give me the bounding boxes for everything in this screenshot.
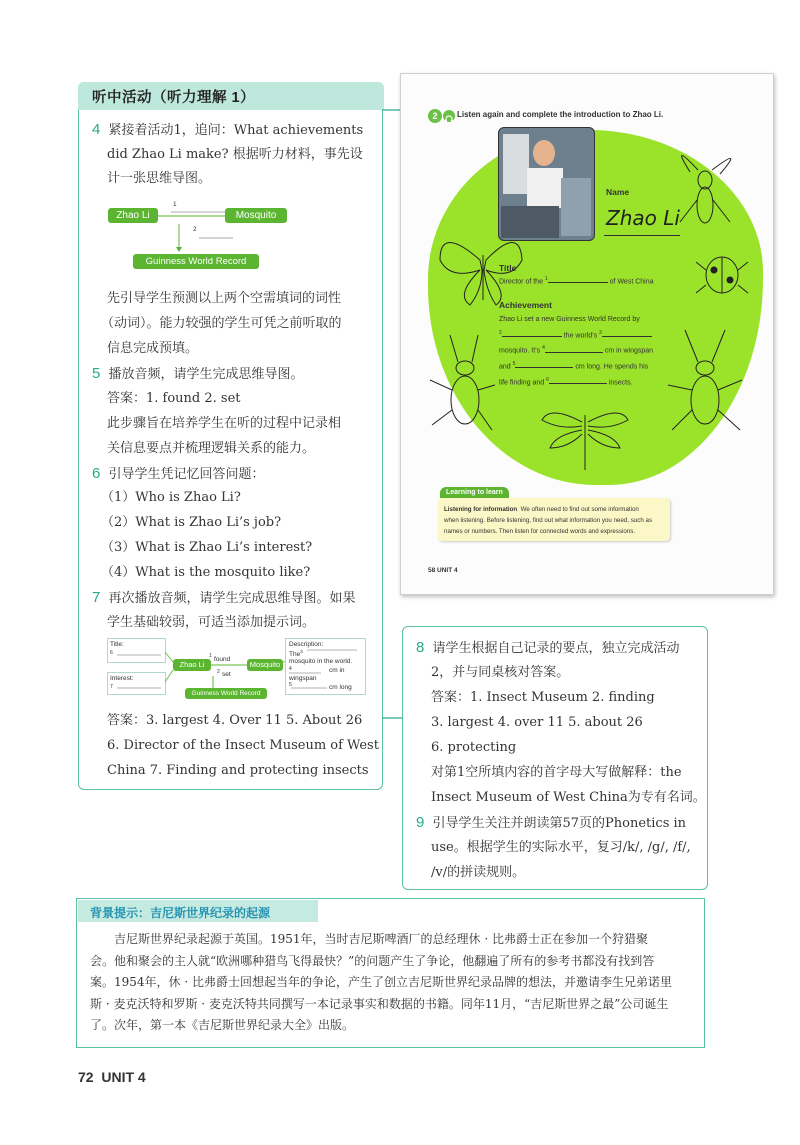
step-number: 6 (92, 465, 101, 482)
dragonfly-icon (542, 413, 628, 470)
step-text: 紧接着活动1，追问：What achievements (108, 123, 364, 138)
tip-text: We often need to find out some information (520, 506, 639, 513)
blank-number: 3 (300, 649, 303, 654)
blank-number: 4 (542, 345, 545, 352)
text: the world’s (563, 331, 598, 339)
panel-title: 听中活动（听力理解 1） (92, 90, 256, 106)
name-value: Zhao Li (606, 206, 680, 230)
achievement-text (499, 313, 653, 390)
description-line (289, 649, 303, 658)
text: insects. (608, 379, 633, 387)
answer-text: 答案：3. largest 4. Over 11 5. About 26 (107, 713, 363, 728)
title-line (499, 276, 654, 285)
note-text: Insect Museum of West China为专有名词。 (431, 790, 706, 805)
bg-line: 斯 · 麦克沃特和罗斯 · 麦克沃特共同撰写一本记录事实和数据的书籍。同年11月，“吉尼斯世界之最”公司诞生 (90, 996, 669, 1011)
butterfly-icon (440, 243, 522, 306)
tip-text: when listening. Before listening, find out what information you need, such as (444, 517, 653, 524)
answer-text: 答案：1. found 2. set (107, 391, 241, 406)
blank-number: 1 (173, 201, 177, 208)
blank-number: 2 (499, 329, 502, 336)
headphones-glyph (443, 113, 455, 125)
text: Director of the (499, 278, 543, 286)
text: cm in wingspan (604, 347, 654, 355)
desc-line: mosquito in the world. (289, 658, 353, 665)
achievement-label: Achievement (499, 300, 552, 310)
mind-map-node-zhao-li: Zhao Li (173, 659, 211, 671)
learning-to-learn-tab: Learning to learn (440, 487, 509, 498)
question-4: （4）What is the mosquito like? (101, 565, 311, 580)
bg-line: 会。他和聚会的主人就“欧洲哪种猎鸟飞得最快？”的问题产生了争论，他翻遍了所有的参考书都没有找到答 (90, 953, 655, 968)
desc-line: cm in (329, 667, 345, 674)
blank-number: 5 (512, 361, 516, 368)
blank-number: 6 (546, 376, 549, 383)
step-6 (92, 462, 265, 488)
step-number: 5 (92, 365, 101, 382)
step-text: 计一张思维导图。 (107, 171, 212, 186)
note-text: 对第1空所填内容的首字母大写做解释：the (431, 765, 682, 780)
mind-map-blank (107, 198, 297, 276)
book-page-footer: 58 UNIT 4 (428, 567, 458, 574)
text: Zhao Li set a new Guinness World Record by (499, 316, 640, 323)
question-2: （2）What is Zhao Li’s job? (101, 515, 282, 530)
step-number: 9 (416, 814, 425, 831)
blank (549, 383, 607, 384)
text: life finding and (499, 379, 545, 387)
step-4 (92, 118, 363, 144)
unit-label: UNIT 4 (101, 1069, 146, 1085)
text: cm long. He spends his (575, 363, 649, 371)
mind-map-node-guinness: Guinness World Record (185, 688, 267, 699)
line (499, 342, 653, 358)
line (499, 327, 653, 343)
blank-number: 2 (193, 226, 197, 233)
blank (515, 367, 573, 368)
activity-number: 2 (428, 109, 442, 123)
desc-line: wingspan (289, 675, 317, 682)
note-text: 此步骤旨在培养学生在听的过程中记录相 (107, 416, 342, 431)
step-number: 4 (92, 121, 101, 138)
beetle-right-icon (668, 330, 742, 430)
mind-map-node-zhao-li: Zhao Li (108, 208, 158, 223)
hint-description: Description: (289, 641, 324, 648)
line (499, 374, 653, 390)
step-text: did Zhao Li make? 根据听力材料，事先设 (107, 147, 363, 162)
blank-number: 4 (289, 666, 292, 672)
answer-text: 答案：1. Insect Museum 2. finding (431, 690, 655, 705)
step-text: 引导学生凭记忆回答问题： (108, 467, 265, 482)
blank-number: 3 (599, 329, 602, 336)
blank (548, 282, 608, 283)
step-5 (92, 362, 304, 388)
step-text: 引导学生关注并朗读第57页的Phonetics in (432, 816, 687, 831)
title-label: Title (499, 263, 517, 273)
note-text: 关信息要点并梳理逻辑关系的能力。 (107, 441, 316, 456)
learning-to-learn-text (444, 504, 669, 537)
step-8 (416, 636, 680, 662)
text: mosquito. It’s (499, 347, 541, 355)
name-label: Name (606, 187, 630, 197)
mind-map-node-mosquito: Mosquito (247, 659, 283, 671)
blank (602, 336, 652, 337)
blank (545, 352, 603, 353)
tip-title: Listening for information (444, 506, 518, 513)
answer-text: China 7. Finding and protecting insects (107, 763, 369, 778)
step-9 (416, 811, 686, 837)
step-number: 8 (416, 639, 425, 656)
question-1: （1）Who is Zhao Li? (101, 490, 241, 505)
blank (502, 336, 562, 337)
page-number: 72 (78, 1069, 94, 1085)
step-text: 2，并与同桌核对答案。 (431, 665, 570, 680)
insect-illustrations (400, 130, 772, 490)
bg-line: 案。1954年，休 · 比弗爵士回想起当年的争论，产生了创立吉尼斯世界纪录品牌的想法，并邀请李生兄弟诺里 (90, 975, 672, 989)
step-7 (92, 586, 356, 612)
blank-number: 1 (209, 653, 212, 659)
page-footer (78, 1069, 146, 1085)
bg-line: 吉尼斯世界纪录起源于英国。1951年，当时吉尼斯啤酒厂的总经理休 · 比弗爵士正在参加一个狩猎聚 (114, 932, 648, 946)
background-paragraph (90, 929, 700, 1037)
line (499, 358, 653, 374)
desc-line: cm long (329, 684, 352, 691)
step-text: 请学生根据自己记录的要点，独立完成活动 (432, 641, 680, 656)
blank-number: 1 (544, 276, 548, 282)
hint-title: Title: (110, 641, 124, 648)
tip-text: names or numbers. Then listen for connected words and expressions. (444, 528, 636, 535)
answer-text: 6. Director of the Insect Museum of West (107, 738, 379, 753)
note-text: （动词）。能力较强的学生可凭之前听取的 (101, 316, 342, 331)
step-text: 再次播放音频，请学生完成思维导图。如果 (108, 591, 356, 606)
desc-word: The (289, 651, 301, 659)
step-text: 学生基础较弱，可适当添加提示词。 (107, 615, 316, 630)
step-number: 7 (92, 589, 101, 606)
blank-number: 2 (217, 669, 220, 675)
question-3: （3）What is Zhao Li’s interest? (101, 540, 313, 555)
background-heading: 背景提示：吉尼斯世界纪录的起源 (90, 906, 271, 920)
wasp-icon (680, 155, 731, 223)
note-text: 信息完成预填。 (107, 341, 199, 356)
note-text: 先引导学生预测以上两个空需填词的词性 (107, 291, 342, 306)
hint-found: found (214, 656, 231, 663)
blank-number: 6 (110, 650, 113, 656)
step-text: use。根据学生的实际水平，复习/k/, /g/, /f/, (431, 840, 691, 855)
mind-map-node-mosquito: Mosquito (225, 208, 287, 223)
answer-text: 3. largest 4. over 11 5. about 26 (431, 715, 643, 730)
activity-instruction: Listen again and complete the introduction to Zhao Li. (457, 110, 664, 119)
name-underline (604, 235, 680, 236)
text: and (499, 363, 511, 371)
step-text: /v/的拼读规则。 (431, 865, 526, 880)
mind-map-hints (107, 638, 367, 700)
hint-set: set (222, 671, 231, 678)
blank-number: 5 (289, 682, 292, 688)
ladybug-icon (696, 257, 748, 293)
headphones-icon (443, 110, 455, 122)
mind-map-node-guinness: Guinness World Record (133, 254, 259, 269)
answer-text: 6. protecting (431, 740, 517, 755)
step-text: 播放音频，请学生完成思维导图。 (108, 367, 304, 382)
text: of West China (609, 278, 654, 286)
bg-line: 了。次年，第一本《吉尼斯世界纪录大全》出版。 (90, 1018, 355, 1032)
blank-number: 7 (110, 684, 113, 690)
beetle-left-icon (430, 335, 495, 430)
hint-interest: Interest: (110, 675, 134, 682)
